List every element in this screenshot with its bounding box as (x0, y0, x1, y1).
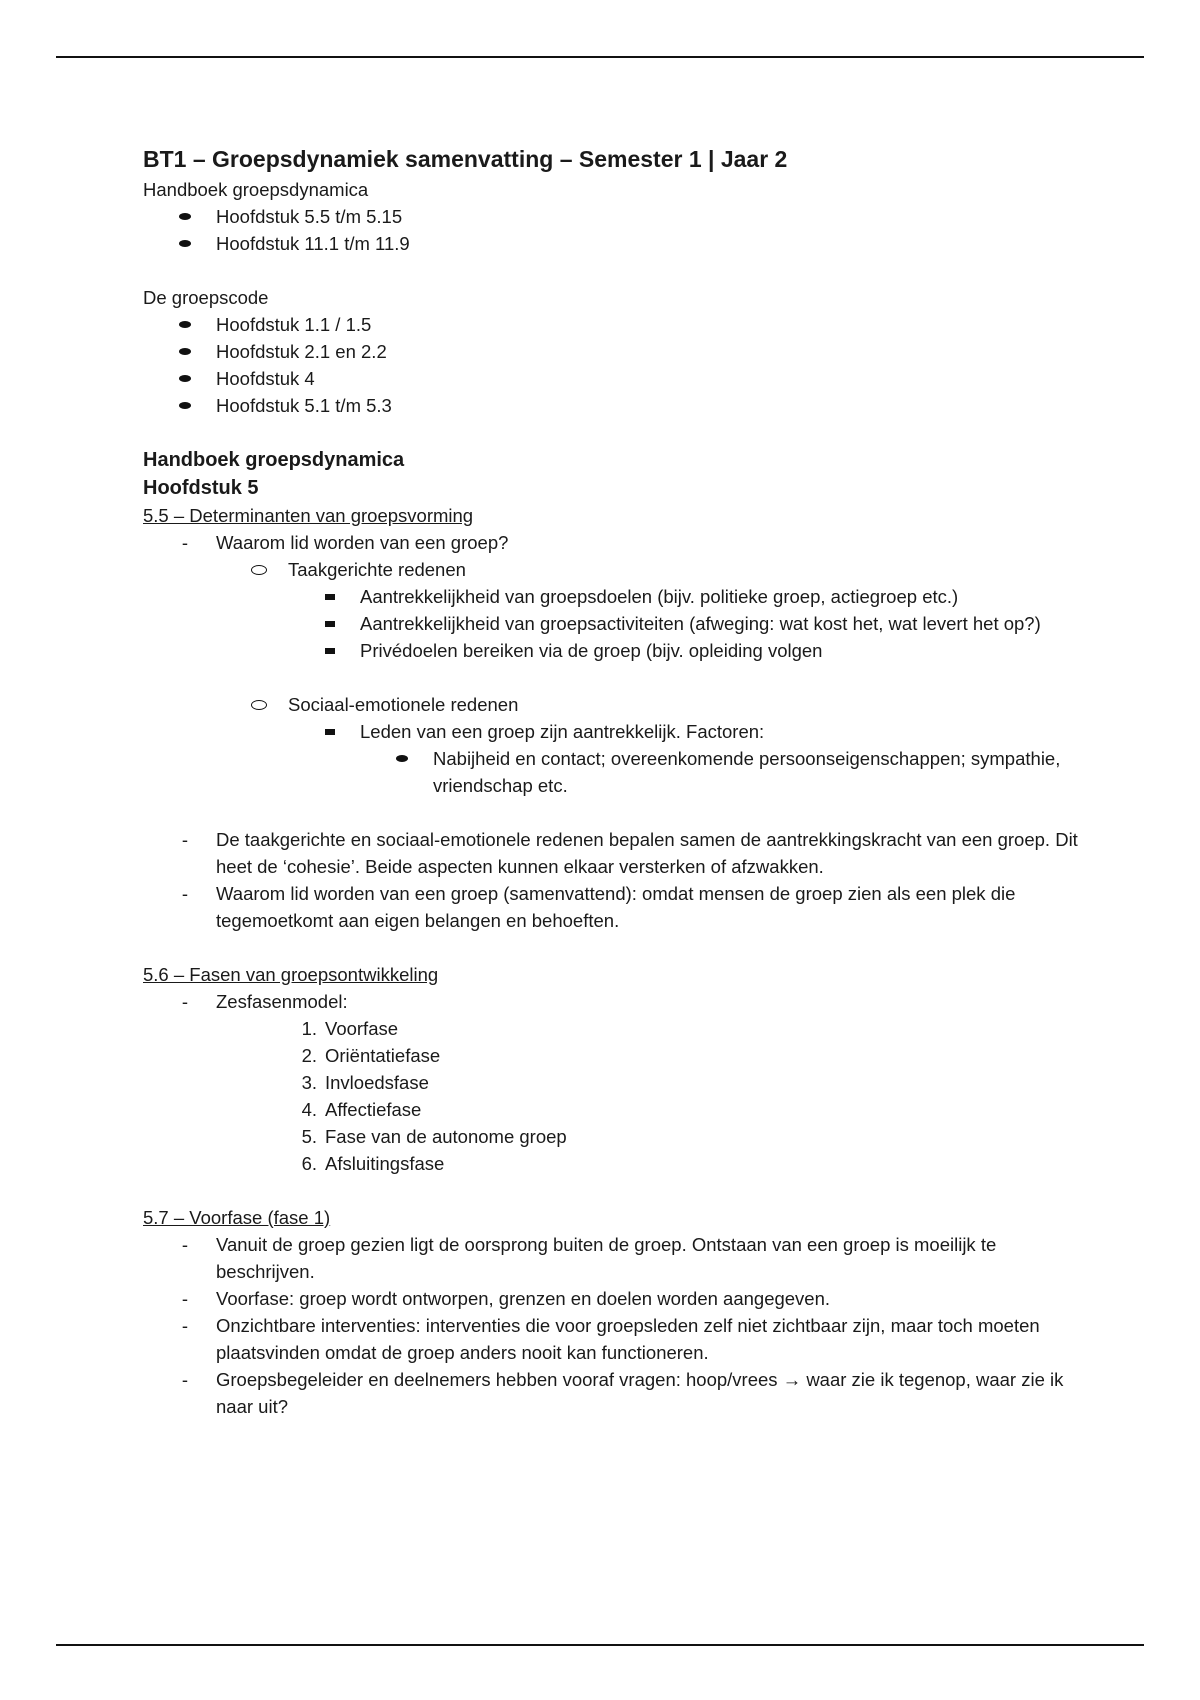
dash-icon: - (181, 883, 189, 904)
square-bullet-icon (325, 729, 335, 735)
dash-icon: - (181, 829, 189, 850)
bullet-icon (179, 375, 191, 382)
bullet-icon (179, 321, 191, 328)
section-heading: Handboek groepsdynamica (143, 449, 405, 471)
list-item: Nabijheid en contact; overeenkomende persoonseigenschappen; sympathie, vriendschap etc. (143, 745, 1083, 799)
list-item: Hoofdstuk 2.1 en 2.2 (143, 338, 1083, 365)
list-item: Leden van een groep zijn aantrekkelijk. Factoren: (143, 718, 1083, 745)
header-rule (56, 56, 1144, 58)
list-item: - Onzichtbare interventies: interventies die voor groepsleden zelf niet zichtbaar zijn, maar toch moeten plaatsvinden omdat de groep anders nooit kan functioneren. (143, 1312, 1083, 1366)
square-bullet-icon (325, 648, 335, 654)
list-item: Aantrekkelijkheid van groepsactiviteiten (afweging: wat kost het, wat levert het op?) (143, 610, 1083, 637)
subsection-heading-5-7: 5.7 – Voorfase (fase 1) (143, 1207, 331, 1228)
document-page (143, 142, 1083, 1420)
list-item: - Vanuit de groep gezien ligt de oorsprong buiten de groep. Ontstaan van een groep is moeilijk te beschrijven. (143, 1231, 1083, 1285)
list-item: Taakgerichte redenen (143, 556, 1083, 583)
list-number: 4. (301, 1099, 317, 1120)
list-item: Hoofdstuk 11.1 t/m 11.9 (143, 230, 1083, 257)
dash-icon: - (181, 991, 189, 1012)
bullet-icon (179, 402, 191, 409)
list-number: 6. (301, 1153, 317, 1174)
bullet-icon (179, 240, 191, 247)
dash-icon: - (181, 1288, 189, 1309)
dash-icon: - (181, 532, 189, 553)
list-number: 1. (301, 1018, 317, 1039)
subsection-heading-5-6: 5.6 – Fasen van groepsontwikkeling (143, 964, 439, 985)
list-item: Hoofdstuk 4 (143, 365, 1083, 392)
list-item: 4. Affectiefase (143, 1096, 1083, 1123)
dash-icon: - (181, 1369, 189, 1390)
square-bullet-icon (325, 594, 335, 600)
bullet-icon (179, 213, 191, 220)
chapter-heading: Hoofdstuk 5 (143, 477, 259, 499)
list-item: Hoofdstuk 5.1 t/m 5.3 (143, 392, 1083, 419)
dash-icon: - (181, 1234, 189, 1255)
list-item: Sociaal-emotionele redenen (143, 691, 1083, 718)
list-item: 1. Voorfase (143, 1015, 1083, 1042)
list-item: - Waarom lid worden van een groep? (143, 529, 1083, 556)
circle-bullet-icon (251, 565, 267, 575)
list-item: 5. Fase van de autonome groep (143, 1123, 1083, 1150)
square-bullet-icon (325, 621, 335, 627)
list-item: - De taakgerichte en sociaal-emotionele redenen bepalen samen de aantrekkingskracht van een groep. Dit heet de ‘cohesie’. Beide aspecten kunnen elkaar versterken of afzwakken. (143, 826, 1083, 880)
source-label-handboek: Handboek groepsdynamica (143, 179, 369, 200)
subsection-heading-5-5: 5.5 – Determinanten van groepsvorming (143, 505, 474, 526)
list-item: 6. Afsluitingsfase (143, 1150, 1083, 1177)
footer-rule (56, 1644, 1144, 1646)
dash-icon: - (181, 1315, 189, 1336)
list-number: 2. (301, 1045, 317, 1066)
list-item: - Waarom lid worden van een groep (samenvattend): omdat mensen de groep zien als een plek die tegemoetkomt aan eigen belangen en behoeften. (143, 880, 1083, 934)
list-item: 3. Invloedsfase (143, 1069, 1083, 1096)
list-item: Privédoelen bereiken via de groep (bijv. opleiding volgen (143, 637, 1083, 664)
document-title: BT1 – Groepsdynamiek samenvatting – Semester 1 | Jaar 2 (143, 146, 788, 172)
circle-bullet-icon (251, 700, 267, 710)
bullet-icon (179, 348, 191, 355)
list-item: Hoofdstuk 1.1 / 1.5 (143, 311, 1083, 338)
list-item: - Voorfase: groep wordt ontworpen, grenzen en doelen worden aangegeven. (143, 1285, 1083, 1312)
bullet-icon (396, 755, 408, 762)
list-item: - Zesfasenmodel: (143, 988, 1083, 1015)
list-number: 5. (301, 1126, 317, 1147)
list-number: 3. (301, 1072, 317, 1093)
list-item: - Groepsbegeleider en deelnemers hebben vooraf vragen: hoop/vrees → waar zie ik tegenop, waar zie ik naar uit? (143, 1366, 1083, 1420)
list-item: Aantrekkelijkheid van groepsdoelen (bijv. politieke groep, actiegroep etc.) (143, 583, 1083, 610)
list-item: 2. Oriëntatiefase (143, 1042, 1083, 1069)
list-item: Hoofdstuk 5.5 t/m 5.15 (143, 203, 1083, 230)
source-label-groepscode: De groepscode (143, 287, 269, 308)
